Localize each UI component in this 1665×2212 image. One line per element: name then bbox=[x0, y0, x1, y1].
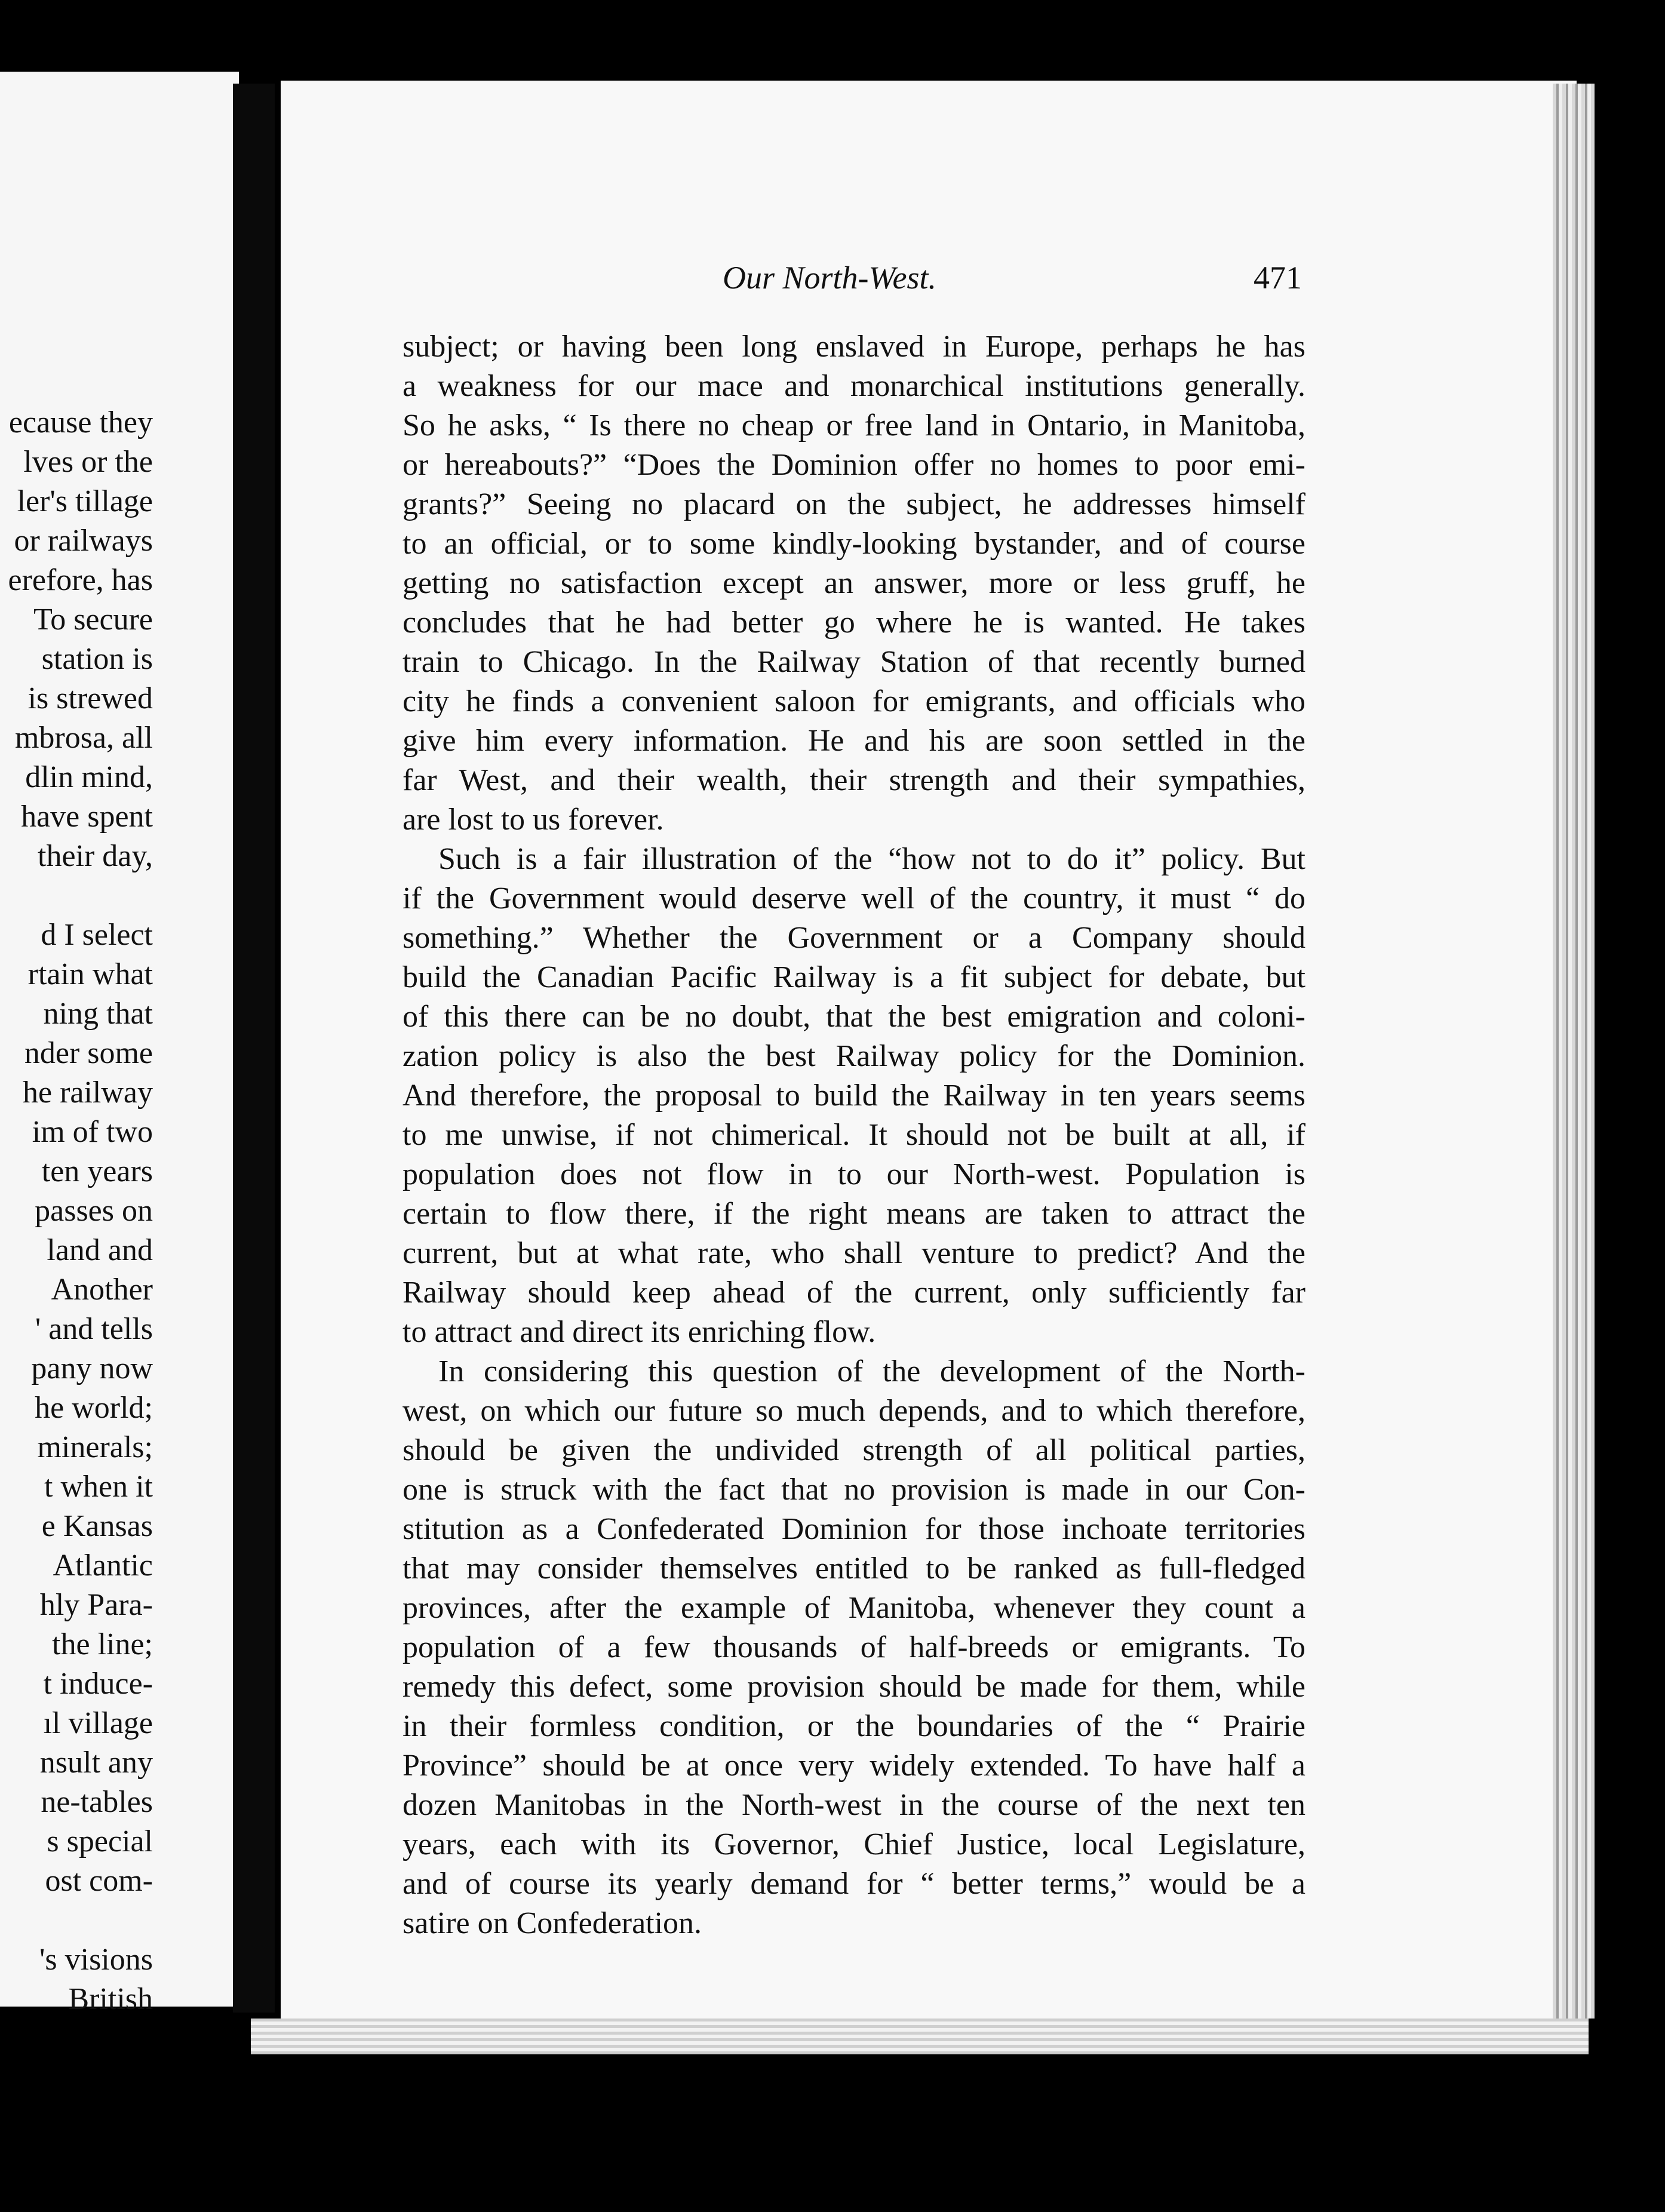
text-line: something.” Whether the Government or a Company should bbox=[403, 921, 1305, 955]
left-text-line: is strewed bbox=[27, 681, 153, 715]
left-text-line: or railways bbox=[14, 524, 153, 558]
text-line: Province” should be at once very widely extended. To have half a bbox=[403, 1749, 1305, 1783]
text-line: And therefore, the proposal to build the Railway in ten years seems bbox=[403, 1079, 1305, 1113]
text-line: stitution as a Confederated Dominion for those inchoate territories bbox=[403, 1512, 1305, 1546]
left-text-line: e Kansas bbox=[41, 1509, 153, 1543]
left-text-line: 's visions bbox=[39, 1943, 153, 1977]
left-text-line: ' and tells bbox=[35, 1312, 153, 1346]
text-line: in their formless condition, or the boundaries of the “ Prairie bbox=[403, 1709, 1305, 1743]
page-bottom-edge bbox=[251, 2019, 1589, 2054]
text-line: getting no satisfaction except an answer, more or less gruff, he bbox=[403, 566, 1305, 600]
text-line: provinces, after the example of Manitoba, whenever they count a bbox=[403, 1591, 1305, 1625]
text-line: subject; or having been long enslaved in Europe, perhaps he has bbox=[403, 330, 1305, 364]
text-line: city he finds a convenient saloon for emigrants, and officials who bbox=[403, 684, 1305, 718]
text-line: In considering this question of the development of the North- bbox=[438, 1354, 1305, 1388]
running-title: Our North-West. bbox=[723, 260, 937, 296]
binding-gutter bbox=[233, 84, 275, 2013]
left-text-line: the line; bbox=[52, 1627, 153, 1661]
text-line: Railway should keep ahead of the current, only sufficiently far bbox=[403, 1276, 1305, 1310]
text-line: west, on which our future so much depends, and to which therefore, bbox=[403, 1394, 1305, 1428]
text-line: zation policy is also the best Railway policy for the Dominion. bbox=[403, 1039, 1305, 1073]
page-number: 471 bbox=[1254, 260, 1302, 296]
left-text-line: t induce- bbox=[43, 1667, 153, 1701]
text-line: Such is a fair illustration of the “how not to do it” policy. But bbox=[438, 842, 1305, 876]
left-text-line: ne-tables bbox=[41, 1785, 153, 1819]
left-text-line: nsult any bbox=[39, 1746, 153, 1780]
text-line: give him every information. He and his are soon settled in the bbox=[403, 724, 1305, 758]
left-text-line bbox=[0, 1901, 153, 1940]
text-line: a weakness for our mace and monarchical institutions generally. bbox=[403, 369, 1305, 403]
text-line: to attract and direct its enriching flow. bbox=[403, 1315, 876, 1349]
left-text-line: he railway bbox=[22, 1076, 153, 1110]
text-line: and of course its yearly demand for “ better terms,” would be a bbox=[403, 1867, 1305, 1901]
left-text-line: hly Para- bbox=[39, 1588, 153, 1622]
left-text-line: ning that bbox=[43, 997, 153, 1031]
text-line: grants?” Seeing no placard on the subject, he addresses himself bbox=[403, 487, 1305, 521]
text-line: far West, and their wealth, their strength and their sympathies, bbox=[403, 763, 1305, 797]
text-line: train to Chicago. In the Railway Station of that recently burned bbox=[403, 645, 1305, 679]
left-text-line: rtain what bbox=[27, 957, 153, 991]
text-line: satire on Confederation. bbox=[403, 1906, 702, 1940]
text-line: should be given the undivided strength of all political parties, bbox=[403, 1433, 1305, 1467]
left-text-line: s special bbox=[47, 1824, 153, 1858]
left-text-line: nder some bbox=[24, 1036, 153, 1070]
left-text-line: minerals; bbox=[37, 1430, 153, 1464]
text-line: population does not flow in to our North-west. Population is bbox=[403, 1157, 1305, 1191]
text-line: certain to flow there, if the right means are taken to attract the bbox=[403, 1197, 1305, 1231]
text-line: So he asks, “ Is there no cheap or free land in Ontario, in Manitoba, bbox=[403, 408, 1305, 443]
text-line: years, each with its Governor, Chief Justice, local Legislature, bbox=[403, 1827, 1305, 1861]
left-text-line: d I select bbox=[41, 918, 153, 952]
left-text-line: t when it bbox=[44, 1470, 153, 1504]
page-edge-stack bbox=[1553, 84, 1595, 2019]
left-text-line: Atlantic bbox=[53, 1549, 153, 1583]
left-text-line: To secure bbox=[33, 603, 153, 637]
text-line: dozen Manitobas in the North-west in the course of the next ten bbox=[403, 1788, 1305, 1822]
text-line: build the Canadian Pacific Railway is a fit subject for debate, but bbox=[403, 960, 1305, 994]
left-text-line: their day, bbox=[38, 839, 153, 873]
left-text-line: ler's tillage bbox=[17, 484, 153, 518]
left-text-line: lves or the bbox=[23, 445, 153, 479]
page-header bbox=[723, 257, 1302, 299]
left-text-line bbox=[0, 876, 153, 915]
text-line: remedy this defect, some provision should be made for them, while bbox=[403, 1670, 1305, 1704]
text-line: to an official, or to some kindly-looking bystander, and of course bbox=[403, 527, 1305, 561]
left-text-line: dlin mind, bbox=[25, 760, 153, 794]
left-text-line: erefore, has bbox=[8, 563, 153, 597]
left-text-line: ıl village bbox=[43, 1706, 153, 1740]
left-text-line: Another bbox=[51, 1273, 153, 1307]
left-text-line: ecause they bbox=[8, 405, 153, 440]
left-text-line: passes on bbox=[35, 1194, 153, 1228]
text-line: current, but at what rate, who shall venture to predict? And the bbox=[403, 1236, 1305, 1270]
text-line: or hereabouts?” “Does the Dominion offer no homes to poor emi- bbox=[403, 448, 1305, 482]
text-line: if the Government would deserve well of the country, it must “ do bbox=[403, 881, 1305, 915]
text-line: population of a few thousands of half-breeds or emigrants. To bbox=[403, 1630, 1305, 1664]
left-page bbox=[0, 72, 239, 2016]
left-text-line: ten years bbox=[41, 1154, 153, 1188]
left-text-line: have spent bbox=[21, 800, 153, 834]
text-line: that may consider themselves entitled to be ranked as full-fledged bbox=[403, 1552, 1305, 1586]
left-text-line: British bbox=[68, 1982, 153, 2016]
text-line: to me unwise, if not chimerical. It should not be built at all, if bbox=[403, 1118, 1305, 1152]
body-text bbox=[403, 327, 1305, 1943]
left-text-line: mbrosa, all bbox=[14, 721, 153, 755]
left-text-line: im of two bbox=[32, 1115, 153, 1149]
text-line: of this there can be no doubt, that the best emigration and coloni- bbox=[403, 1000, 1305, 1034]
left-text-line: station is bbox=[41, 642, 153, 676]
text-line: one is struck with the fact that no provision is made in our Con- bbox=[403, 1473, 1305, 1507]
text-line: are lost to us forever. bbox=[403, 803, 664, 837]
left-text-line: pany now bbox=[31, 1351, 153, 1385]
left-page-text-fragments bbox=[0, 403, 153, 2019]
left-text-line: land and bbox=[47, 1233, 153, 1267]
left-text-line: he world; bbox=[35, 1391, 153, 1425]
text-line: concludes that he had better go where he is wanted. He takes bbox=[403, 606, 1305, 640]
left-text-line: ost com- bbox=[45, 1864, 153, 1898]
